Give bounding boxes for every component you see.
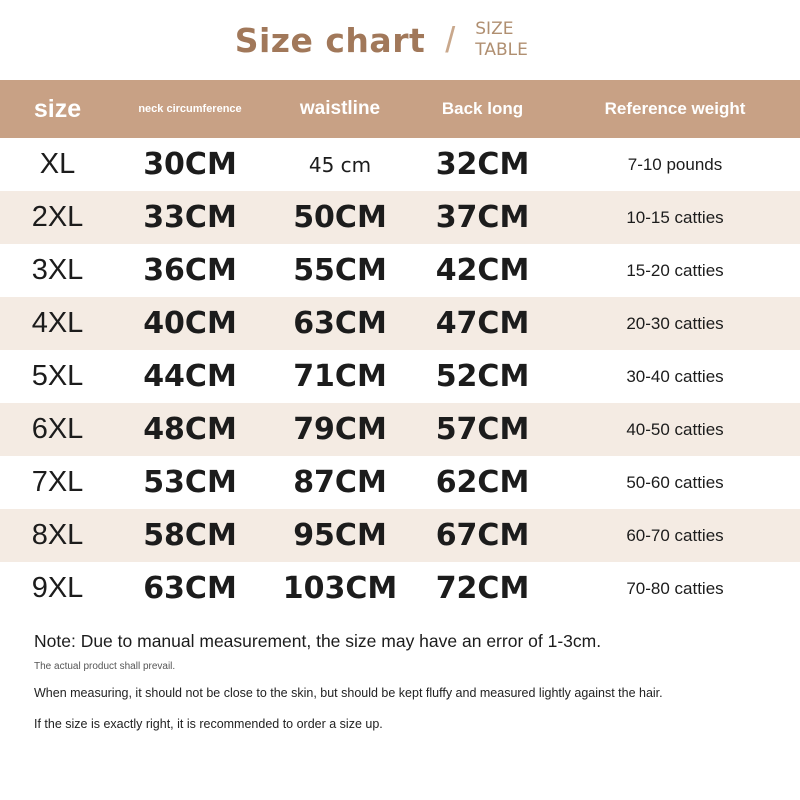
- cell-neck: 30CM: [143, 147, 237, 182]
- cell-reference-weight: 10-15 catties: [626, 207, 724, 227]
- cell-reference-weight: 15-20 catties: [626, 260, 724, 280]
- cell-size: 6XL: [31, 413, 84, 445]
- column-header-back-long: Back long: [441, 99, 524, 118]
- cell-waistline: 95CM: [293, 518, 387, 553]
- cell-reference-weight: 70-80 catties: [626, 578, 724, 598]
- note-product-prevail: The actual product shall prevail.: [34, 661, 176, 672]
- table-row: [0, 297, 800, 350]
- column-header-reference-weight: Reference weight: [604, 99, 746, 118]
- cell-neck: 53CM: [143, 465, 237, 500]
- cell-neck: 58CM: [143, 518, 237, 553]
- table-header-row: [0, 80, 800, 138]
- cell-waistline: 87CM: [293, 465, 387, 500]
- cell-reference-weight: 50-60 catties: [626, 472, 724, 492]
- cell-waistline: 55CM: [293, 253, 387, 288]
- table-row: [0, 509, 800, 562]
- page-title: Size chart: [234, 20, 426, 60]
- table-row: [0, 244, 800, 297]
- cell-size: 3XL: [31, 254, 84, 286]
- column-header-waistline: waistline: [299, 98, 381, 119]
- cell-neck: 48CM: [143, 412, 237, 447]
- cell-size: 4XL: [31, 307, 84, 339]
- cell-back-long: 67CM: [435, 518, 530, 553]
- cell-back-long: 72CM: [435, 571, 530, 606]
- cell-neck: 63CM: [143, 571, 237, 606]
- cell-reference-weight: 60-70 catties: [626, 525, 724, 545]
- cell-neck: 36CM: [143, 253, 237, 288]
- table-row: [0, 138, 800, 191]
- cell-waistline: 71CM: [293, 359, 387, 394]
- note-measurement-error: Note: Due to manual measurement, the size may have an error of 1-3cm.: [34, 631, 602, 651]
- cell-waistline: 45 cm: [308, 152, 372, 177]
- table-row: [0, 562, 800, 615]
- header-divider: /: [445, 19, 456, 60]
- size-table: [0, 80, 800, 615]
- cell-size: 2XL: [31, 201, 84, 233]
- table-row: [0, 191, 800, 244]
- note-measuring-tip: When measuring, it should not be close to the skin, but should be kept fluffy and measured lightly against the hair.: [34, 686, 663, 700]
- column-header-size: size: [33, 94, 82, 123]
- cell-back-long: 32CM: [435, 147, 530, 182]
- cell-size: 5XL: [31, 360, 84, 392]
- cell-waistline: 50CM: [293, 200, 387, 235]
- cell-back-long: 57CM: [435, 412, 530, 447]
- cell-neck: 33CM: [143, 200, 237, 235]
- cell-waistline: 63CM: [293, 306, 387, 341]
- cell-back-long: 52CM: [435, 359, 530, 394]
- note-size-up-tip: If the size is exactly right, it is recommended to order a size up.: [34, 717, 383, 731]
- cell-size: XL: [39, 148, 76, 180]
- table-row: [0, 350, 800, 403]
- cell-waistline: 103CM: [282, 571, 398, 606]
- table-row: [0, 403, 800, 456]
- header-subtitle: SIZE TABLE: [475, 18, 528, 60]
- cell-reference-weight: 40-50 catties: [626, 419, 724, 439]
- cell-neck: 44CM: [143, 359, 237, 394]
- cell-back-long: 47CM: [435, 306, 530, 341]
- cell-size: 9XL: [31, 572, 84, 604]
- cell-size: 7XL: [31, 466, 84, 498]
- notes-section: [0, 615, 800, 800]
- cell-reference-weight: 20-30 catties: [626, 313, 724, 333]
- cell-neck: 40CM: [143, 306, 237, 341]
- cell-back-long: 62CM: [435, 465, 530, 500]
- cell-reference-weight: 30-40 catties: [626, 366, 724, 386]
- cell-reference-weight: 7-10 pounds: [627, 154, 723, 174]
- cell-back-long: 42CM: [435, 253, 530, 288]
- column-header-neck-circumference: neck circumference: [138, 103, 242, 115]
- page-header: [0, 0, 800, 80]
- cell-size: 8XL: [31, 519, 84, 551]
- cell-back-long: 37CM: [435, 200, 530, 235]
- cell-waistline: 79CM: [293, 412, 387, 447]
- table-row: [0, 456, 800, 509]
